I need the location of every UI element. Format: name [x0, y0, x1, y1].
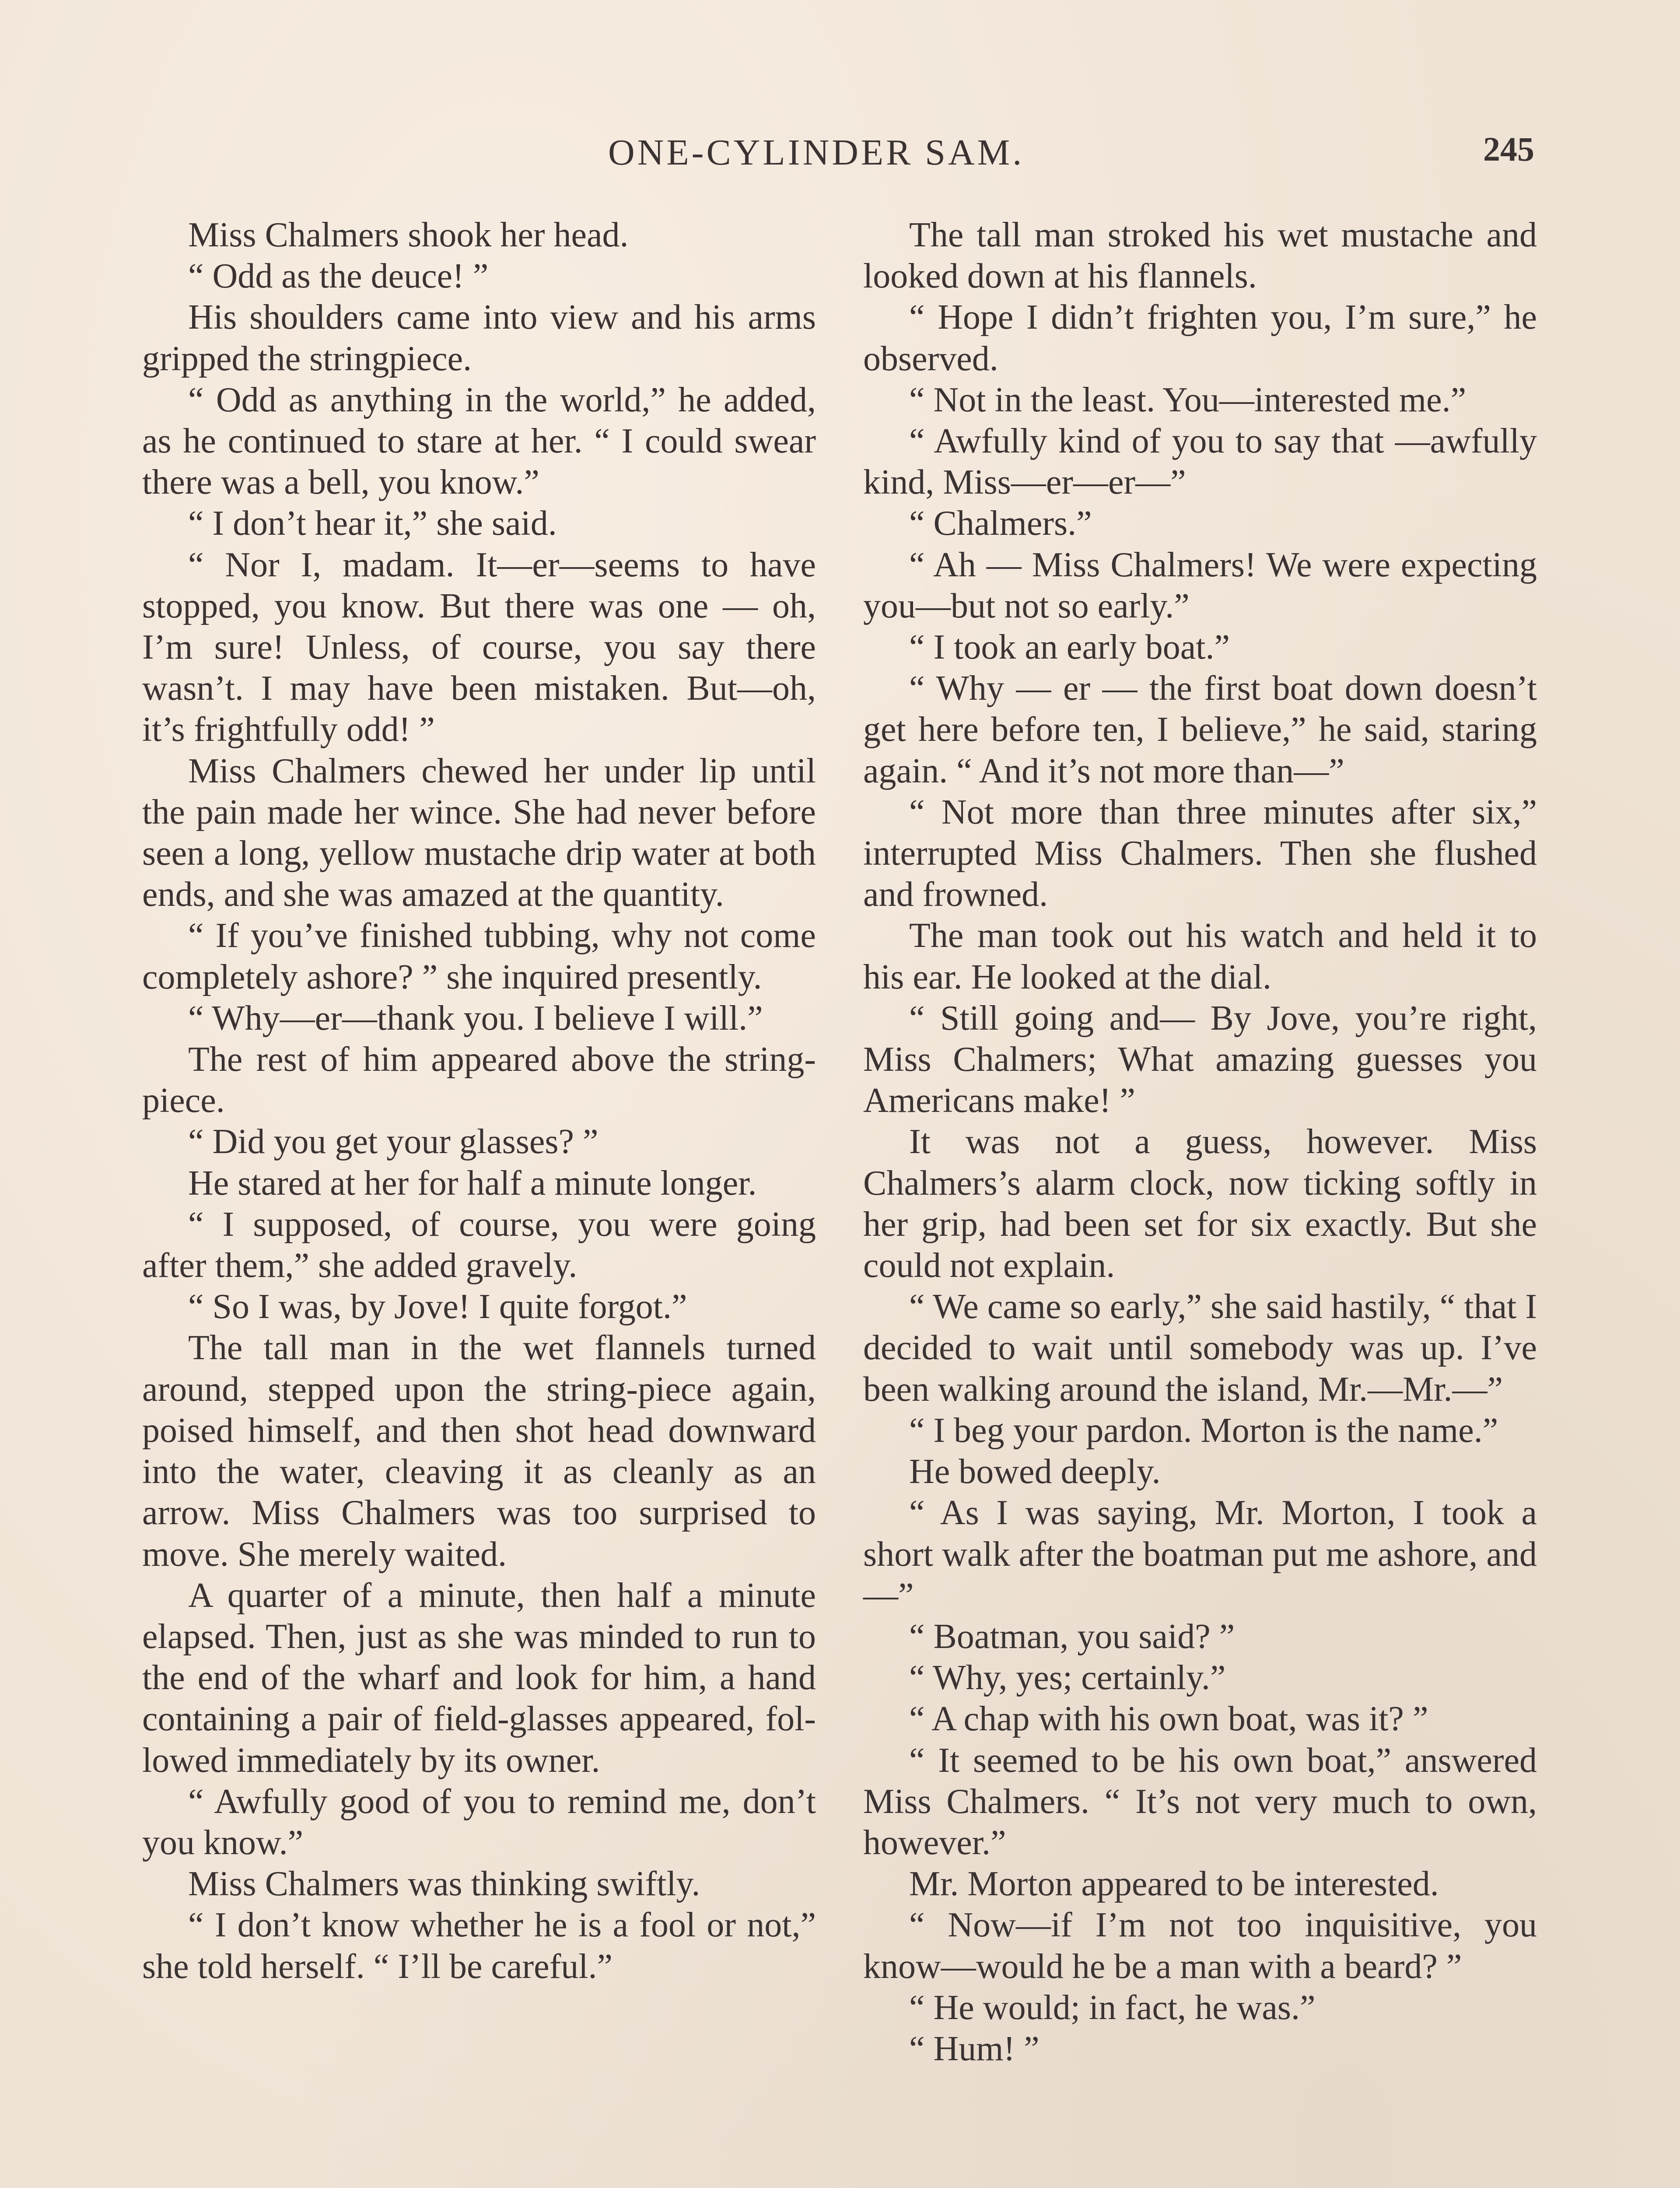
paragraph: The rest of him appeared above the string-piece.: [142, 1040, 816, 1120]
paragraph: “ Nor I, madam. It—er—seems to have stopped, you know. But there was one — oh, I’m sure! Unless, of course, you say there wasn’t. I may have been mistaken. But—oh, it’s frightfully odd! ”: [142, 545, 816, 749]
paragraph: “ We came so early,” she said hastily, “ that I decided to wait until somebody was up. I’ve been walking around the island, Mr.—Mr.—”: [863, 1287, 1537, 1409]
left-column: [142, 214, 816, 1987]
paragraph: “ Now—if I’m not too inquisitive, you know—would he be a man with a beard? ”: [863, 1906, 1537, 1986]
paragraph: “ Did you get your glasses? ”: [188, 1122, 598, 1161]
paragraph: “ Hum! ”: [909, 2029, 1040, 2068]
paragraph: “ I don’t know whether he is a fool or not,” she told herself. “ I’ll be careful.”: [142, 1906, 816, 1986]
paragraph: The tall man in the wet flannels turned around, stepped upon the string-piece again, poised himself, and then shot head downward into the water, cleaving it as cleanly as an arrow. Miss Chalmers was too surprised to move. She merely waited.: [142, 1329, 816, 1574]
paragraph: Mr. Morton appeared to be interested.: [909, 1865, 1439, 1904]
paragraph: “ Hope I didn’t frighten you, I’m sure,” he observed.: [863, 298, 1537, 378]
paragraph: Miss Chalmers shook her head.: [188, 216, 629, 254]
paragraph: “ Boatman, you said? ”: [909, 1617, 1235, 1656]
paragraph: “ Why — er — the first boat down doesn’t get here before ten, I believe,” he said, staring again. “ And it’s not more than—”: [863, 669, 1537, 790]
paragraph: “ Not in the least. You—interested me.”: [909, 380, 1466, 419]
paragraph: A quarter of a minute, then half a minute elapsed. Then, just as she was minded to run to the end of the wharf and look for him, a hand containing a pair of field-glasses appeared, followed immediately by its owner.: [142, 1576, 816, 1780]
paragraph: “ I took an early boat.”: [909, 628, 1230, 667]
paragraph: “ Odd as the deuce! ”: [188, 257, 489, 296]
paragraph: It was not a guess, however. Miss Chalmers’s alarm clock, now ticking softly in her grip, had been set for six exactly. But she could not explain.: [863, 1122, 1537, 1285]
paragraph: Miss Chalmers chewed her under lip until the pain made her wince. She had never before seen a long, yellow mustache drip water at both ends, and she was amazed at the quantity.: [142, 751, 816, 914]
paragraph: The tall man stroked his wet mustache and looked down at his flannels.: [863, 216, 1537, 296]
paragraph: He bowed deeply.: [909, 1452, 1161, 1491]
paragraph: “ Still going and— By Jove, you’re right, Miss Chalmers; What amazing guesses you Americans make! ”: [863, 999, 1537, 1120]
paragraph: “ If you’ve finished tubbing, why not come completely ashore? ” she inquired presently.: [142, 916, 816, 996]
paragraph: “ Not more than three minutes after six,” interrupted Miss Chalmers. Then she flushed and frowned.: [863, 792, 1537, 914]
paragraph: His shoulders came into view and his arms gripped the stringpiece.: [142, 298, 816, 378]
paragraph: Miss Chalmers was thinking swiftly.: [188, 1865, 700, 1904]
page-number: 245: [1483, 130, 1534, 168]
paragraph: “ It seemed to be his own boat,” answered Miss Chalmers. “ It’s not very much to own, however.”: [863, 1741, 1537, 1862]
paragraph: “ Awfully kind of you to say that —awfully kind, Miss—er—er—”: [863, 422, 1537, 502]
paragraph: He stared at her for half a minute longer.: [188, 1164, 757, 1203]
paragraph: “ He would; in fact, he was.”: [909, 1988, 1316, 2027]
paragraph: “ I don’t hear it,” she said.: [188, 504, 557, 543]
paragraph: “ Why, yes; certainly.”: [909, 1659, 1226, 1697]
paragraph: “ A chap with his own boat, was it? ”: [909, 1700, 1428, 1739]
paragraph: “ Odd as anything in the world,” he added, as he continued to stare at her. “ I could swear there was a bell, you know.”: [142, 380, 816, 502]
paragraph: “ I beg your pardon. Morton is the name.”: [909, 1411, 1498, 1450]
right-column: [863, 214, 1537, 2069]
paragraph: “ Why—er—thank you. I believe I will.”: [188, 999, 763, 1038]
paragraph: “ As I was saying, Mr. Morton, I took a short walk after the boatman put me ashore, and—”: [863, 1494, 1537, 1615]
paragraph: “ So I was, by Jove! I quite forgot.”: [188, 1287, 687, 1326]
paragraph: The man took out his watch and held it to his ear. He looked at the dial.: [863, 916, 1537, 996]
paragraph: “ I supposed, of course, you were going after them,” she added gravely.: [142, 1205, 816, 1285]
running-head: ONE-CYLINDER SAM.: [608, 132, 1025, 173]
paragraph: “ Awfully good of you to remind me, don’t you know.”: [142, 1782, 816, 1862]
paragraph: “ Chalmers.”: [909, 504, 1092, 543]
paragraph: “ Ah — Miss Chalmers! We were expecting you—but not so early.”: [863, 545, 1537, 625]
